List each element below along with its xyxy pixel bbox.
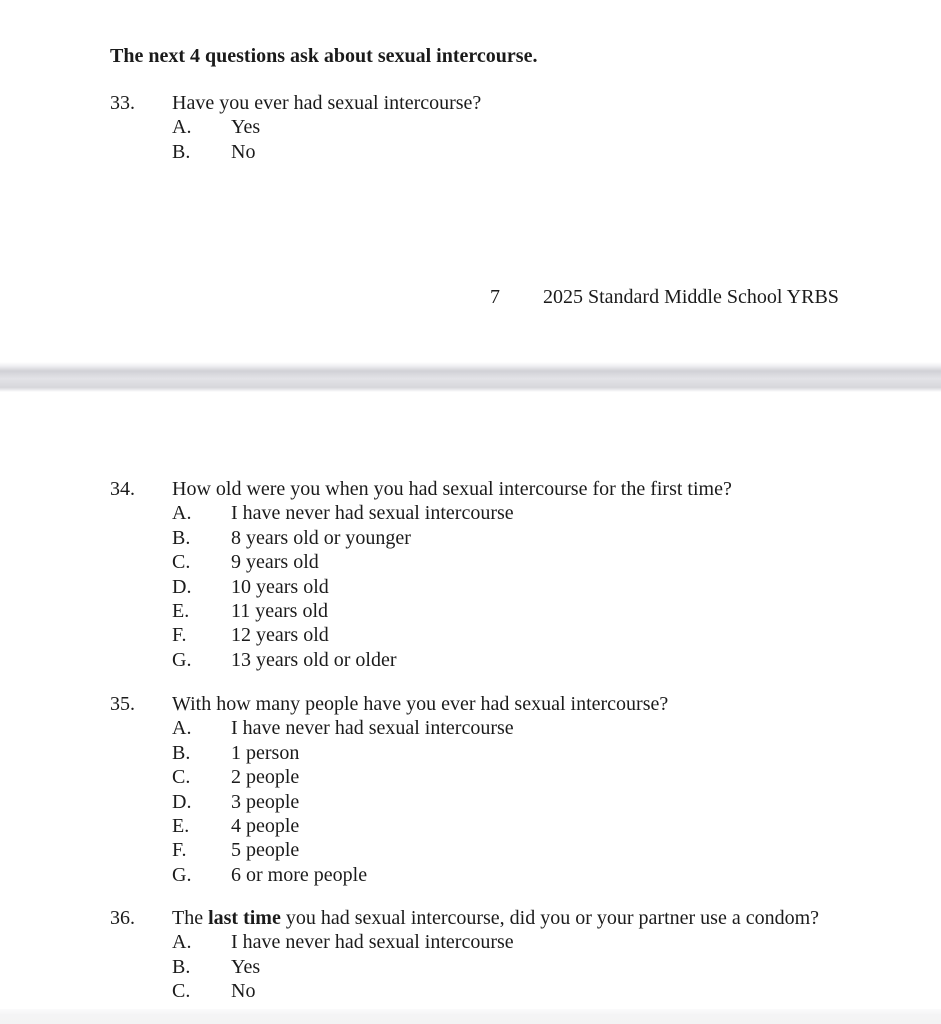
question-text: How old were you when you had sexual intercourse for the first time? <box>172 478 732 500</box>
option-text: I have never had sexual intercourse <box>231 502 514 525</box>
option-letter: D. <box>172 575 192 598</box>
option-text: I have never had sexual intercourse <box>231 931 514 954</box>
question-35 <box>0 692 941 887</box>
option-letter: C. <box>172 551 191 574</box>
option-text: 5 people <box>231 839 300 862</box>
option-text: 12 years old <box>231 624 329 647</box>
answer-option <box>0 741 941 765</box>
option-letter: C. <box>172 766 191 789</box>
document-page-8 <box>0 392 941 1009</box>
question-number: 35. <box>110 693 135 715</box>
option-text: 8 years old or younger <box>231 526 411 549</box>
option-letter: A. <box>172 502 192 525</box>
answer-option <box>0 979 941 1003</box>
option-letter: E. <box>172 815 190 838</box>
option-text: Yes <box>231 955 261 978</box>
page-break-gap <box>0 362 941 392</box>
option-letter: B. <box>172 526 191 549</box>
answer-option <box>0 550 941 574</box>
option-letter: A. <box>172 931 192 954</box>
option-letter: F. <box>172 624 187 647</box>
question-text: Have you ever had sexual intercourse? <box>172 92 482 114</box>
answer-option <box>0 790 941 814</box>
option-letter: A. <box>172 116 192 139</box>
option-text: 4 people <box>231 815 300 838</box>
answer-option <box>0 930 941 954</box>
question-number: 36. <box>110 907 135 929</box>
option-text: 10 years old <box>231 575 329 598</box>
question-number: 33. <box>110 92 135 114</box>
option-letter: B. <box>172 741 191 764</box>
question-36 <box>0 906 941 1004</box>
answer-option <box>0 623 941 647</box>
option-letter: G. <box>172 648 192 671</box>
option-letter: A. <box>172 717 192 740</box>
answer-option <box>0 765 941 789</box>
option-letter: G. <box>172 863 192 886</box>
option-letter: D. <box>172 790 192 813</box>
option-text: 1 person <box>231 741 300 764</box>
answer-option <box>0 575 941 599</box>
bottom-page-break-gap <box>0 1009 941 1024</box>
option-text: I have never had sexual intercourse <box>231 717 514 740</box>
answer-option <box>0 814 941 838</box>
option-text: 6 or more people <box>231 863 368 886</box>
answer-option <box>0 716 941 740</box>
question-text: With how many people have you ever had sexual intercourse? <box>172 693 669 715</box>
answer-option <box>0 863 941 887</box>
answer-option <box>0 599 941 623</box>
answer-option <box>0 140 941 164</box>
answer-option <box>0 955 941 979</box>
question-33 <box>0 91 941 164</box>
option-text: 3 people <box>231 790 300 813</box>
document-page-7 <box>0 0 941 362</box>
option-text: No <box>231 980 256 1003</box>
answer-option <box>0 838 941 862</box>
option-text: 9 years old <box>231 551 319 574</box>
question-text <box>172 906 941 930</box>
question-text-part: The <box>172 907 209 929</box>
answer-option <box>0 115 941 139</box>
answer-option <box>0 501 941 525</box>
option-letter: F. <box>172 839 187 862</box>
question-text-bold: last time <box>208 907 281 929</box>
option-text: 2 people <box>231 766 300 789</box>
option-text: No <box>231 140 256 163</box>
option-letter: C. <box>172 980 191 1003</box>
option-letter: B. <box>172 955 191 978</box>
option-letter: B. <box>172 140 191 163</box>
option-text: 11 years old <box>231 600 329 623</box>
page-number: 7 <box>490 286 500 308</box>
section-header: The next 4 questions ask about sexual intercourse. <box>110 45 538 67</box>
option-text: Yes <box>231 116 261 139</box>
question-34 <box>0 477 941 672</box>
page-footer <box>0 285 941 310</box>
footer-document-title: 2025 Standard Middle School YRBS <box>543 286 839 308</box>
question-text-part: you had sexual intercourse, did you or your partner use a condom? <box>280 907 820 929</box>
answer-option <box>0 648 941 672</box>
question-number: 34. <box>110 478 135 500</box>
option-letter: E. <box>172 600 190 623</box>
answer-option <box>0 526 941 550</box>
option-text: 13 years old or older <box>231 648 397 671</box>
